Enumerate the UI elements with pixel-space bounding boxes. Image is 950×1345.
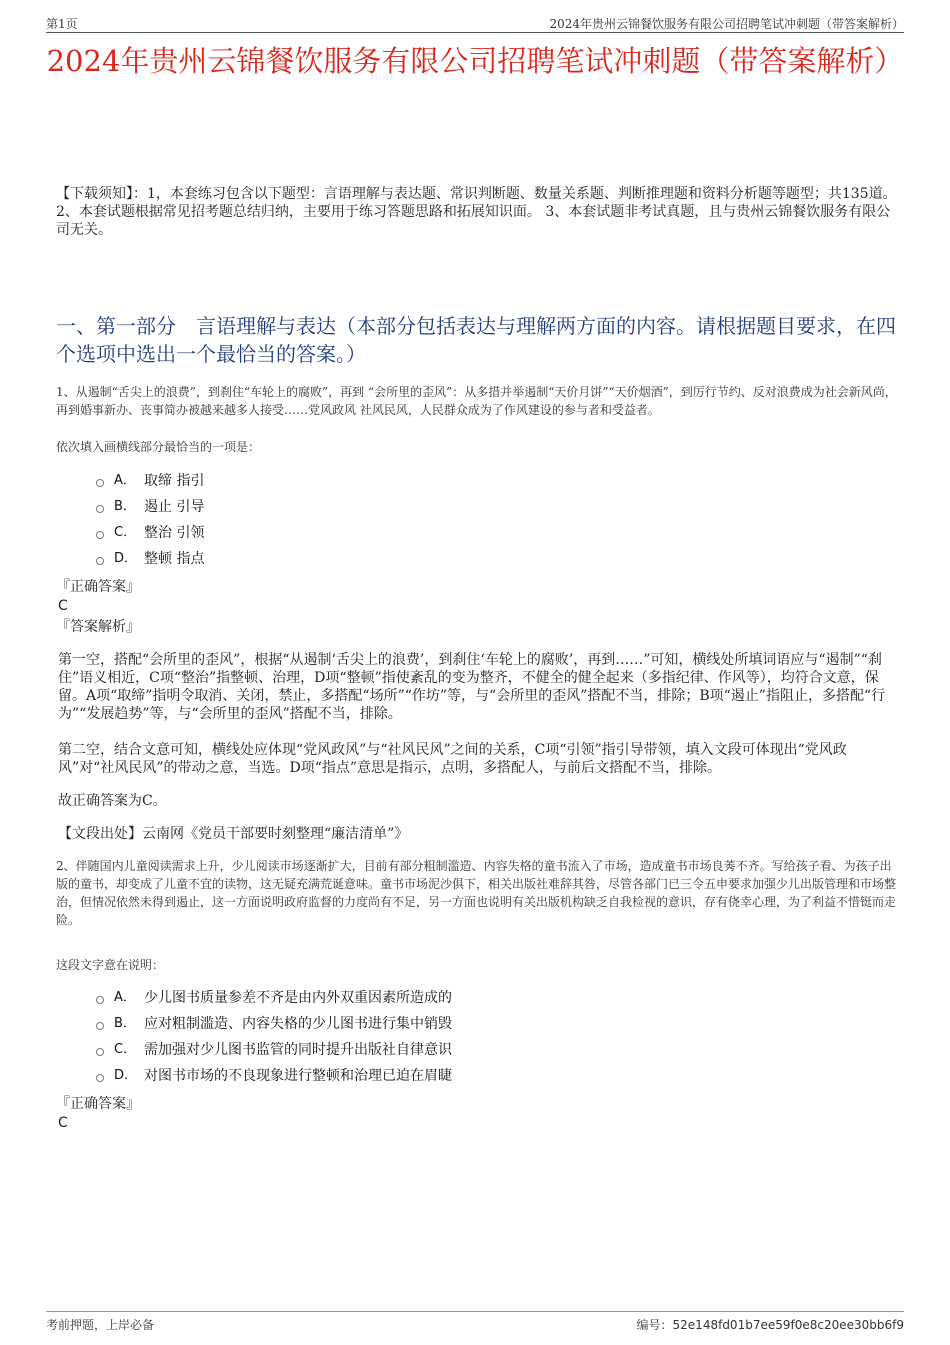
option-a[interactable] xyxy=(96,985,452,1011)
option-letter: C． xyxy=(114,525,137,540)
page-number: 第1页 xyxy=(46,17,78,31)
correct-answer: C xyxy=(58,1115,68,1131)
question-1-text: 1、从遏制“舌尖上的浪费”，到刹住“车轮上的腐败”，再到 “会所里的歪风”：从多措并举遏制“天价月饼”“天价烟酒”，到厉行节约、反对浪费成为社会新风尚，再到婚事新办、丧事简办被越来越多人接受……党风政风 社风民风，人民群众成为了作风建设的参与者和受益者。 xyxy=(56,385,897,417)
analysis-paragraph: 第一空，搭配“会所里的歪风”，根据“从遏制‘舌尖上的浪费’，到刹住‘车轮上的腐败’，再到……”可知，横线处所填词语应与“遏制”“刹住”语义相近，C项“整治”指整顿、治理，D项“整顿”指使紊乱的变为整齐，不健全的健全起来（多指纪律、作风等），均符合文意，保留。A项“取缔”指明令取消、关闭，禁止，多搭配“场所”“作坊”等，与“会所里的歪风”搭配不当，排除；B项“遏止”指阻止，多搭配“行为”“发展趋势”等，与“会所里的歪风”搭配不当，排除。 xyxy=(58,652,886,722)
option-letter: B． xyxy=(114,1016,136,1031)
option-d[interactable] xyxy=(96,1063,452,1089)
section-heading: 一、第一部分 言语理解与表达（本部分包括表达与理解两方面的内容。请根据题目要求，在四个选项中选出一个最恰当的答案。） xyxy=(56,314,896,366)
option-text: 应对粗制滥造、内容失格的少儿图书进行集中销毁 xyxy=(144,1016,452,1032)
option-letter: C． xyxy=(114,1042,137,1057)
document-title: 2024年贵州云锦餐饮服务有限公司招聘笔试冲刺题（带答案解析） xyxy=(46,44,904,78)
question-2-prompt: 这段文字意在说明： xyxy=(56,958,165,972)
option-text: 需加强对少儿图书监管的同时提升出版社自律意识 xyxy=(144,1042,452,1058)
option-text: 整治 引领 xyxy=(144,525,205,541)
option-d[interactable] xyxy=(96,546,204,572)
page-header xyxy=(46,14,904,33)
question-1-prompt: 依次填入画横线部分最恰当的一项是： xyxy=(56,440,261,454)
option-text: 取缔 指引 xyxy=(144,473,205,489)
option-letter: A． xyxy=(114,473,136,488)
option-a[interactable] xyxy=(96,468,204,494)
radio-icon[interactable] xyxy=(96,1048,104,1056)
option-text: 整顿 指点 xyxy=(144,551,205,567)
question-2-text: 2、伴随国内儿童阅读需求上升，少儿阅读市场逐渐扩大，目前有部分粗制滥造、内容失格的童书流入了市场，造成童书市场良莠不齐。写给孩子看、为孩子出版的童书，却变成了儿童不宜的读物，这无疑充满荒诞意味。童书市场泥沙俱下，相关出版社难辞其咎，尽管各部门已三令五申要求加强少儿出版管理和市场整治，但情况依然未得到遏止，这一方面说明政府监督的力度尚有不足，另一方面也说明有关出版机构缺乏自我检视的意识，存有侥幸心理，为了利益不惜铤而走险。 xyxy=(56,859,897,927)
option-c[interactable] xyxy=(96,1037,452,1063)
correct-answer-label: 『正确答案』 xyxy=(56,1096,140,1112)
radio-icon[interactable] xyxy=(96,1022,104,1030)
option-c[interactable] xyxy=(96,520,204,546)
radio-icon[interactable] xyxy=(96,479,104,487)
option-letter: D． xyxy=(114,551,138,566)
correct-answer-label: 『正确答案』 xyxy=(56,579,140,595)
option-b[interactable] xyxy=(96,494,204,520)
option-text: 对图书市场的不良现象进行整顿和治理已迫在眉睫 xyxy=(144,1068,452,1084)
source-citation: 【文段出处】云南网《党员干部要时刻整理“廉洁清单”》 xyxy=(58,826,409,842)
option-letter: D． xyxy=(114,1068,138,1083)
radio-icon[interactable] xyxy=(96,531,104,539)
footer-slogan: 考前押题，上岸必备 xyxy=(46,1318,155,1332)
radio-icon[interactable] xyxy=(96,505,104,513)
option-letter: B． xyxy=(114,499,136,514)
code-value: 52e148fd01b7ee59f0e8c20ee30bb6f9 xyxy=(672,1318,904,1332)
radio-icon[interactable] xyxy=(96,1074,104,1082)
page-footer xyxy=(46,1311,904,1334)
question-2-options xyxy=(96,985,452,1089)
analysis-conclusion: 故正确答案为C。 xyxy=(58,793,167,809)
option-letter: A． xyxy=(114,990,136,1005)
running-title: 2024年贵州云锦餐饮服务有限公司招聘笔试冲刺题（带答案解析） xyxy=(549,17,904,31)
document-code xyxy=(637,1316,904,1333)
code-label: 编号： xyxy=(636,1318,673,1332)
option-text: 少儿图书质量参差不齐是由内外双重因素所造成的 xyxy=(144,990,452,1006)
option-text: 遏止 引导 xyxy=(144,499,205,515)
option-b[interactable] xyxy=(96,1011,452,1037)
analysis-paragraph: 第二空，结合文意可知，横线处应体现“党风政风”与“社风民风”之间的关系，C项“引领”指引导带领，填入文段可体现出“党风政风”对“社风民风”的带动之意，当选。D项“指点”意思是指示，点明，多搭配人，与前后文搭配不当，排除。 xyxy=(58,742,847,776)
question-1-options xyxy=(96,468,204,572)
analysis-label: 『答案解析』 xyxy=(56,619,140,635)
correct-answer: C xyxy=(58,598,68,614)
radio-icon[interactable] xyxy=(96,557,104,565)
download-notice: 【下载须知】：1，本套练习包含以下题型：言语理解与表达题、常识判断题、数量关系题、判断推理题和资料分析题等题型；共135道。 2、本套试题根据常见招考题总结归纳，主要用于练习答题思路和拓展知识面。 3、本套试题非考试真题，且与贵州云锦餐饮服务有限公司无关。 xyxy=(56,186,897,238)
radio-icon[interactable] xyxy=(96,996,104,1004)
